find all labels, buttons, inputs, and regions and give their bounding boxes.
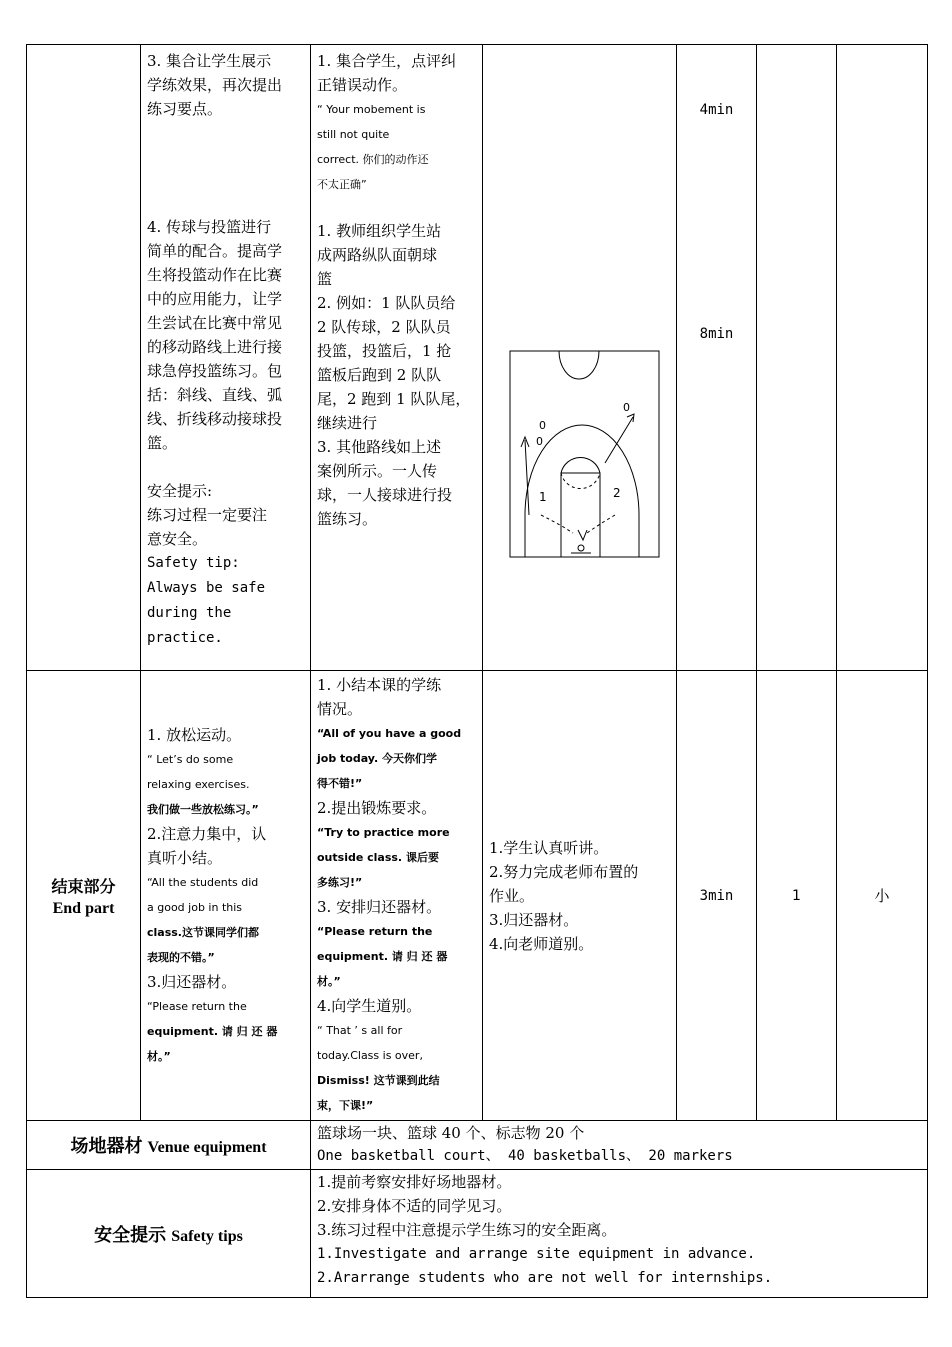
text-line: 2.提出锻炼要求。 [317, 799, 437, 817]
venue-label-cell [27, 1121, 311, 1170]
text-line: outside class. 课后要 [317, 851, 439, 864]
venue-cn: 篮球场一块、篮球 40 个、标志物 20 个 [317, 1124, 585, 1142]
text-line: job today. 今天你们学 [317, 752, 437, 765]
text-line: 投篮，投篮后，1 抢 [317, 342, 452, 360]
safety-tip-en [147, 551, 304, 651]
text-line: “ Your mobement is [317, 103, 426, 116]
text-line: 材。” [317, 975, 341, 988]
text-line: 2.努力完成老师布置的 [489, 862, 639, 881]
text-line: 成两路纵队面朝球 [317, 246, 438, 264]
text-line: 尾，2 跑到 1 队队尾， [317, 390, 471, 408]
time-cell [677, 45, 757, 671]
team-2-label: 2 [613, 486, 621, 500]
safety-lines-en [317, 1242, 921, 1290]
venue-label-en: Venue equipment [147, 1139, 267, 1156]
basketball-court-diagram [483, 45, 677, 670]
text-line: 篮板后跑到 2 队队 [317, 366, 442, 384]
text-line: practice. [147, 630, 223, 646]
text-line: 真听小结。 [147, 848, 223, 867]
safety-label-cell [27, 1170, 311, 1298]
time-4min: 4min [699, 102, 734, 118]
shot-arrow [578, 530, 587, 540]
text-line: a good job in this [147, 900, 243, 914]
venue-content-cell [311, 1121, 928, 1170]
text-line: today.Class is over, [317, 1049, 423, 1062]
end-teacher-content [317, 673, 476, 1118]
basket [578, 545, 584, 551]
player-marker-2: 0 [536, 435, 543, 448]
venue-row [27, 1121, 928, 1170]
text-line: 生将投篮动作在比赛 [147, 266, 283, 284]
text-line: 篮 [317, 270, 333, 288]
text-line: 情况。 [317, 700, 363, 718]
end-teacher-cell [311, 671, 483, 1121]
end-part-section-cell [27, 671, 141, 1121]
free-throw-arc-bottom [561, 473, 600, 489]
practice-content-cell [141, 45, 311, 671]
intensity-cell-empty [837, 45, 928, 671]
text-line: 2.注意力集中，认 [147, 824, 267, 843]
text-line: 不太正确” [317, 178, 367, 191]
text-line: equipment. 请 归 还 器 [317, 950, 448, 963]
text-line: 3.归还器材。 [147, 972, 237, 991]
text-line: 正错误动作。 [317, 76, 408, 94]
text-line: “Please return the [317, 925, 433, 938]
text-line: Always be safe [147, 580, 266, 596]
teacher-item-1 [317, 49, 476, 97]
text-line: 2 队传球，2 队队员 [317, 318, 451, 336]
pass-route-1 [541, 515, 573, 533]
text-line: “ That ’ s all for [317, 1024, 403, 1037]
text-line: 1. 小结本课的学练 [317, 676, 442, 694]
end-content-cell [141, 671, 311, 1121]
text-line: 材。” [147, 1049, 171, 1063]
text-line: 1.提前考察安排好场地器材。 [317, 1173, 512, 1191]
safety-label-cn: 安全提示 [94, 1224, 167, 1246]
text-line: 篮练习。 [317, 510, 378, 528]
text-line: 4. 传球与投篮进行 [147, 218, 272, 236]
route-right [605, 417, 633, 463]
text-line: 4.向老师道别。 [489, 934, 594, 953]
text-line: 生尝试在比赛中常见 [147, 314, 283, 332]
text-line: 2. 例如：1 队队员给 [317, 294, 456, 312]
content-item-3 [147, 49, 304, 121]
center-circle-arc [559, 351, 599, 379]
text-line: 安全提示: [147, 482, 213, 500]
text-line: correct. 你们的动作还 [317, 153, 429, 166]
free-throw-arc-top [561, 457, 600, 473]
pass-route-2 [587, 515, 615, 533]
safety-label-en: Safety tips [171, 1227, 243, 1245]
player-marker-3: 0 [623, 401, 630, 414]
end-student-cell [483, 671, 677, 1121]
text-line: 练习过程一定要注 [147, 506, 268, 524]
text-line: class.这节课同学们都 [147, 925, 259, 939]
text-line: 球急停投篮练习。包 [147, 362, 283, 380]
count-cell-empty [757, 45, 837, 671]
text-line: equipment. 请 归 还 器 [147, 1024, 278, 1038]
text-line: 意安全。 [147, 530, 208, 548]
text-line: “All of you have a good [317, 727, 462, 740]
text-line: 练习要点。 [147, 100, 223, 118]
text-line: 1. 教师组织学生站 [317, 222, 442, 240]
team-1-label: 1 [539, 490, 547, 504]
end-time-cell: 3min [677, 671, 757, 1121]
end-part-title-en: End part [52, 899, 115, 917]
text-line: 案例所示。一人传 [317, 462, 438, 480]
text-line: “Please return the [147, 999, 247, 1013]
time-8min: 8min [699, 326, 734, 342]
text-line: 简单的配合。提高学 [147, 242, 283, 260]
text-line: 3.练习过程中注意提示学生练习的安全距离。 [317, 1221, 617, 1239]
text-line: “ Let’s do some [147, 752, 234, 766]
end-part-title-cn: 结束部分 [51, 876, 116, 896]
teacher-quote-1 [317, 97, 476, 197]
text-line: 4.向学生道别。 [317, 997, 422, 1015]
key-lane [561, 473, 600, 557]
text-line: Dismiss! 这节课到此结 [317, 1074, 440, 1087]
text-line: 篮。 [147, 434, 178, 452]
end-student-content [489, 836, 670, 956]
teacher-cell [311, 45, 483, 671]
text-line: 中的应用能力，让学 [147, 290, 283, 308]
text-line: 束，下课!” [317, 1099, 374, 1112]
venue-label-cn: 场地器材 [70, 1136, 143, 1157]
text-line: 3. 安排归还器材。 [317, 898, 442, 916]
text-line: 球，一人接球进行投 [317, 486, 453, 504]
lesson-plan-table [26, 44, 928, 1298]
text-line: Safety tip: [147, 555, 240, 571]
end-part-row [27, 671, 928, 1121]
text-line: 1.学生认真听讲。 [489, 838, 609, 857]
end-count-cell: 1 [757, 671, 837, 1121]
text-line: “Try to practice more [317, 826, 450, 839]
text-line: 多练习!” [317, 876, 363, 889]
venue-en: One basketball court、 40 basketballs、 20 markers [317, 1148, 733, 1164]
text-line: “All the students did [147, 875, 259, 889]
safety-content-cell [311, 1170, 928, 1298]
text-line: 线、折线移动接球投 [147, 410, 283, 428]
text-line: 2.Ararrange students who are not well for internships. [317, 1270, 773, 1286]
practice-row [27, 45, 928, 671]
court-boundary [510, 351, 659, 557]
end-intensity-cell: 小 [837, 671, 928, 1121]
teacher-item-2 [317, 219, 476, 531]
player-marker-1: 0 [539, 419, 546, 432]
text-line: 1. 放松运动。 [147, 725, 242, 744]
text-line: 3. 其他路线如上述 [317, 438, 442, 456]
text-line: 括：斜线、直线、弧 [147, 386, 283, 404]
text-line: 作业。 [489, 886, 535, 905]
text-line: 继续进行 [317, 414, 378, 432]
section-cell-empty [27, 45, 141, 671]
text-line: 3. 集合让学生展示 [147, 52, 272, 70]
text-line: 1. 集合学生，点评纠 [317, 52, 457, 70]
text-line: relaxing exercises. [147, 777, 250, 791]
text-line: 表现的不错。” [147, 950, 215, 964]
safety-row [27, 1170, 928, 1298]
text-line: during the [147, 605, 232, 621]
text-line: still not quite [317, 128, 390, 141]
safety-lines-cn [317, 1170, 921, 1242]
text-line: 我们做一些放松练习。” [147, 802, 259, 816]
text-line: 1.Investigate and arrange site equipment in advance. [317, 1246, 756, 1262]
text-line: 2.安排身体不适的同学见习。 [317, 1197, 512, 1215]
text-line: 学练效果，再次提出 [147, 76, 283, 94]
content-item-4 [147, 215, 304, 455]
safety-tip-cn [147, 479, 304, 551]
end-content [147, 723, 304, 1069]
text-line: 得不错!” [317, 777, 363, 790]
text-line: 3.归还器材。 [489, 910, 579, 929]
text-line: 的移动路线上进行接 [147, 338, 283, 356]
diagram-cell [483, 45, 677, 671]
